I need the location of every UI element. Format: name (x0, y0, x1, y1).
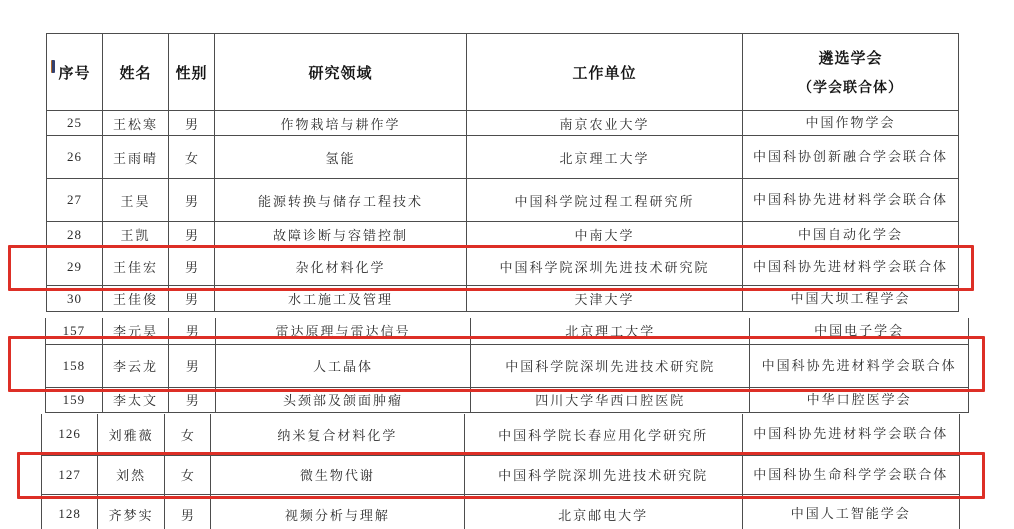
header-no: 序号 (47, 34, 103, 111)
cell-no: 128 (42, 494, 98, 529)
cell-gender: 男 (169, 179, 215, 222)
table-row (47, 111, 959, 136)
table-row (47, 136, 959, 179)
cell-gender: 男 (169, 248, 215, 286)
cell-field: 水工施工及管理 (215, 286, 467, 312)
cell-unit: 中国科学院长春应用化学研究所 (464, 414, 742, 455)
cell-field: 氢能 (215, 136, 467, 179)
cell-name: 王雨晴 (103, 136, 169, 179)
cell-gender: 女 (169, 136, 215, 179)
cell-field: 故障诊断与容错控制 (215, 222, 467, 248)
table-row-highlighted (46, 344, 969, 387)
header-field: 研究领域 (215, 34, 467, 111)
cell-society: 中国科协创新融合学会联合体 (743, 136, 959, 179)
cell-field: 能源转换与储存工程技术 (215, 179, 467, 222)
cell-society: 中国大坝工程学会 (743, 286, 959, 312)
cell-society: 中国科协生命科学学会联合体 (742, 455, 959, 494)
cell-name: 李太文 (102, 387, 169, 412)
cell-society: 中华口腔医学会 (750, 387, 969, 412)
cell-no: 29 (47, 248, 103, 286)
cell-society: 中国科协先进材料学会联合体 (750, 344, 969, 387)
cell-gender: 男 (164, 494, 210, 529)
cell-field: 人工晶体 (216, 344, 471, 387)
cell-name: 王昊 (103, 179, 169, 222)
cell-society: 中国电子学会 (750, 318, 969, 344)
cell-no: 28 (47, 222, 103, 248)
cell-unit: 四川大学华西口腔医院 (471, 387, 750, 412)
selection-table-fragment-3 (41, 414, 960, 529)
cell-name: 王佳宏 (103, 248, 169, 286)
cell-field: 纳米复合材料化学 (211, 414, 465, 455)
table-header-row (47, 34, 959, 111)
cell-field: 杂化材料化学 (215, 248, 467, 286)
cell-unit: 中国科学院深圳先进技术研究院 (471, 344, 750, 387)
cell-unit: 北京理工大学 (467, 136, 743, 179)
scan-artifact-mark (51, 60, 55, 73)
table-row (46, 318, 969, 344)
cell-gender: 女 (164, 414, 210, 455)
header-gender: 性别 (169, 34, 215, 111)
cell-unit: 中南大学 (467, 222, 743, 248)
cell-field: 雷达原理与雷达信号 (216, 318, 471, 344)
table-row (46, 387, 969, 412)
cell-field: 微生物代谢 (211, 455, 465, 494)
cell-name: 刘雅薇 (98, 414, 164, 455)
cell-no: 127 (42, 455, 98, 494)
cell-society: 中国科协先进材料学会联合体 (743, 179, 959, 222)
cell-unit: 中国科学院深圳先进技术研究院 (464, 455, 742, 494)
cell-gender: 男 (169, 318, 216, 344)
cell-gender: 男 (169, 222, 215, 248)
cell-field: 作物栽培与耕作学 (215, 111, 467, 136)
cell-name: 李元昊 (102, 318, 169, 344)
cell-name: 李云龙 (102, 344, 169, 387)
cell-name: 王凯 (103, 222, 169, 248)
cell-society: 中国科协先进材料学会联合体 (742, 414, 959, 455)
cell-society: 中国科协先进材料学会联合体 (743, 248, 959, 286)
cell-no: 30 (47, 286, 103, 312)
cell-field: 头颈部及颌面肿瘤 (216, 387, 471, 412)
cell-no: 157 (46, 318, 103, 344)
cell-unit: 天津大学 (467, 286, 743, 312)
table-row-highlighted (47, 248, 959, 286)
cell-gender: 男 (169, 344, 216, 387)
cell-gender: 男 (169, 111, 215, 136)
table-row (47, 286, 959, 312)
cell-no: 25 (47, 111, 103, 136)
cell-unit: 南京农业大学 (467, 111, 743, 136)
cell-society: 中国自动化学会 (743, 222, 959, 248)
cell-name: 齐梦实 (98, 494, 164, 529)
selection-table-fragment-1 (46, 33, 959, 312)
header-society (743, 34, 959, 111)
cell-society: 中国人工智能学会 (742, 494, 959, 529)
cell-society: 中国作物学会 (743, 111, 959, 136)
cell-gender: 女 (164, 455, 210, 494)
cell-gender: 男 (169, 387, 216, 412)
cell-name: 王佳俊 (103, 286, 169, 312)
cell-no: 26 (47, 136, 103, 179)
cell-unit: 中国科学院过程工程研究所 (467, 179, 743, 222)
table-row-highlighted (42, 455, 960, 494)
cell-name: 王松寒 (103, 111, 169, 136)
cell-gender: 男 (169, 286, 215, 312)
table-row (47, 179, 959, 222)
cell-name: 刘然 (98, 455, 164, 494)
header-name: 姓名 (103, 34, 169, 111)
table-row (42, 414, 960, 455)
header-unit: 工作单位 (467, 34, 743, 111)
table-row (47, 222, 959, 248)
header-society-line2: （学会联合体） (798, 81, 903, 96)
cell-no: 27 (47, 179, 103, 222)
cell-unit: 北京理工大学 (471, 318, 750, 344)
cell-unit: 中国科学院深圳先进技术研究院 (467, 248, 743, 286)
cell-no: 159 (46, 387, 103, 412)
cell-unit: 北京邮电大学 (464, 494, 742, 529)
selection-table-fragment-2 (45, 318, 969, 413)
cell-no: 126 (42, 414, 98, 455)
cell-no: 158 (46, 344, 103, 387)
header-society-line1: 遴选学会 (818, 51, 883, 67)
table-row (42, 494, 960, 529)
cell-field: 视频分析与理解 (211, 494, 465, 529)
